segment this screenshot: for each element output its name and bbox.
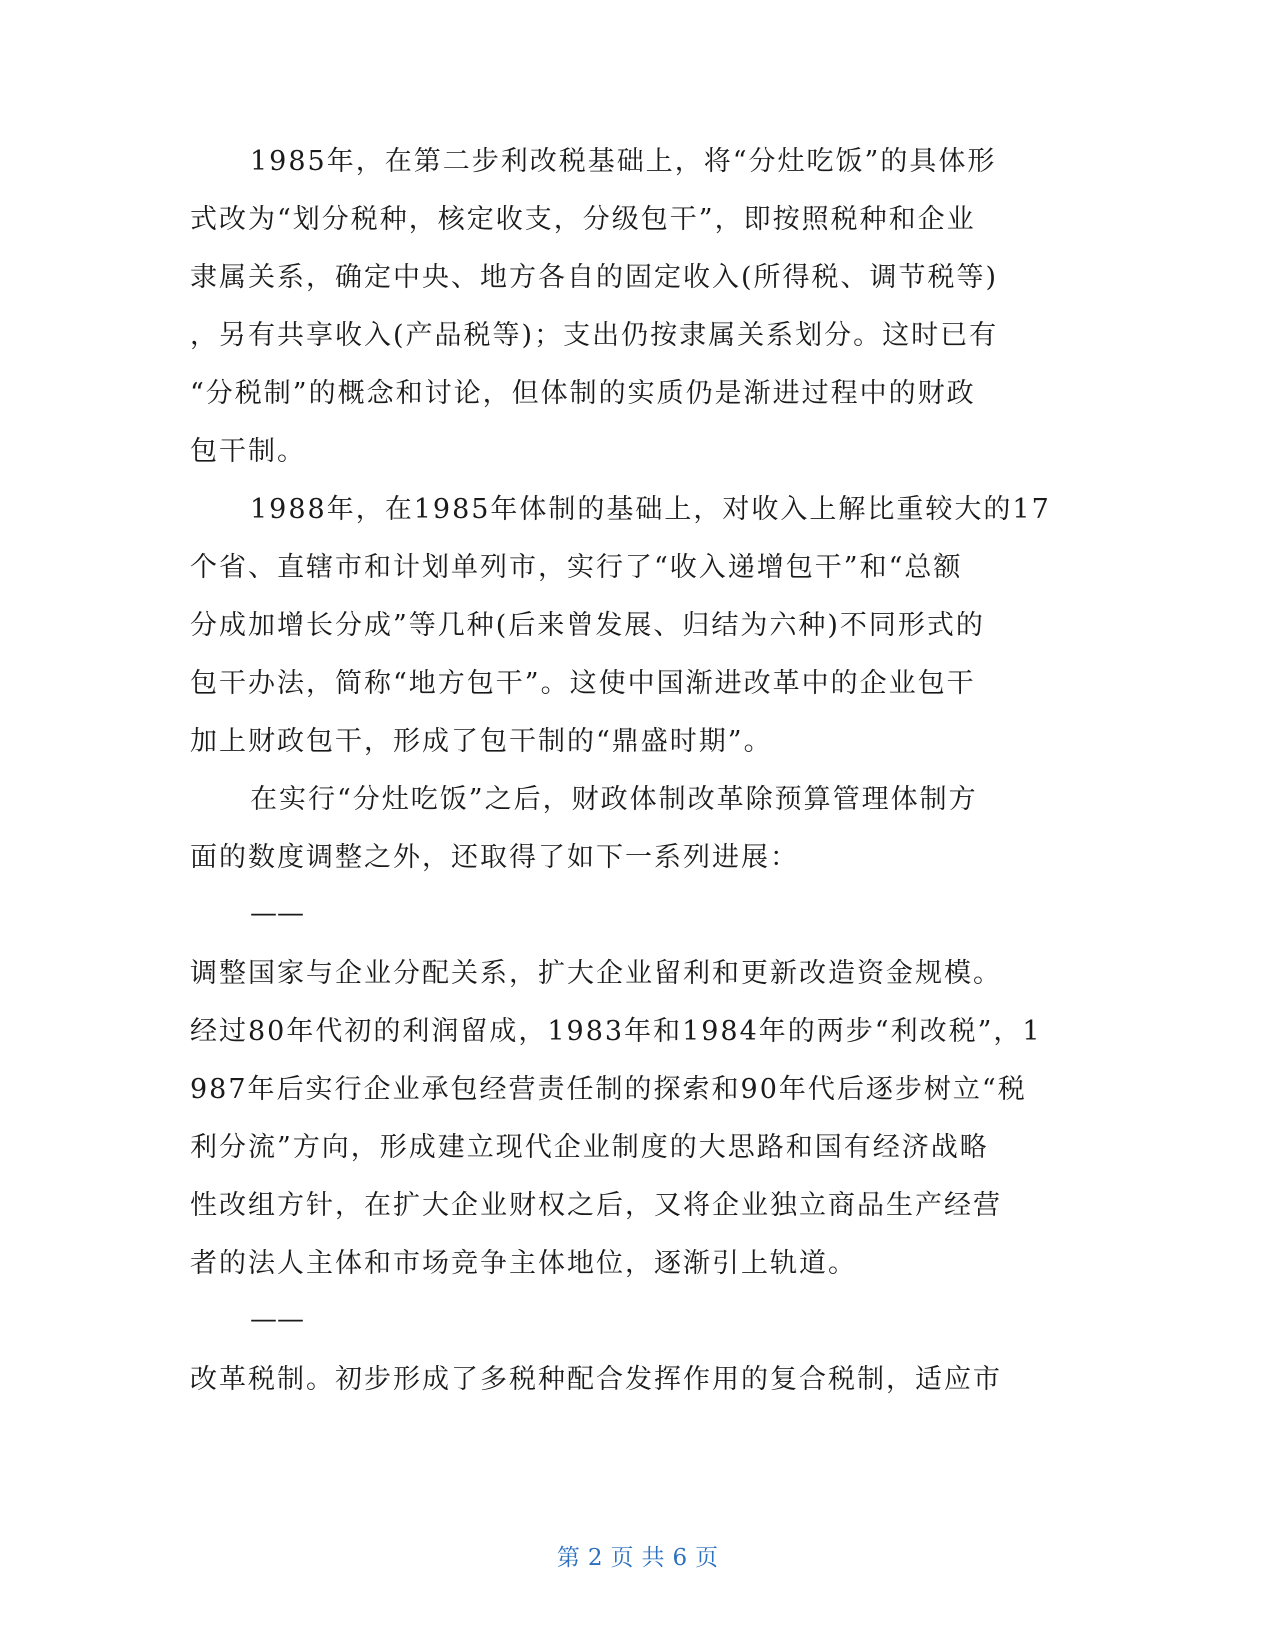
paragraph-1-line-3: 隶属关系，确定中央、地方各自的固定收入(所得税、调节税等) (190, 262, 999, 293)
paragraph-2-line-1: 1988年，在1985年体制的基础上，对收入上解比重较大的17 (250, 494, 1051, 525)
paragraph-4-line-4: 利分流”方向，形成建立现代企业制度的大思路和国有经济战略 (190, 1132, 989, 1163)
paragraph-1-line-1: 1985年，在第二步利改税基础上，将“分灶吃饭”的具体形 (250, 146, 997, 177)
paragraph-4-line-2: 经过80年代初的利润留成，1983年和1984年的两步“利改税”，1 (190, 1016, 1042, 1047)
paragraph-4-line-5: 性改组方针，在扩大企业财权之后，又将企业独立商品生产经营 (190, 1190, 1002, 1221)
footer-page-word: 页 (610, 1545, 634, 1571)
paragraph-2-line-5: 加上财政包干，形成了包干制的“鼎盛时期”。 (190, 726, 773, 757)
paragraph-3-line-1: 在实行“分灶吃饭”之后，财政体制改革除预算管理体制方 (250, 784, 978, 815)
list-dash-2: —— (250, 1304, 304, 1335)
paragraph-2-line-4: 包干办法，简称“地方包干”。这使中国渐进改革中的企业包干 (190, 668, 976, 699)
paragraph-2-line-2: 个省、直辖市和计划单列市，实行了“收入递增包干”和“总额 (190, 552, 963, 583)
paragraph-4-line-1: 调整国家与企业分配关系，扩大企业留利和更新改造资金规模。 (190, 958, 1002, 989)
paragraph-4-line-6: 者的法人主体和市场竞争主体地位，逐渐引上轨道。 (190, 1248, 857, 1279)
footer-total-pages: 6 (672, 1545, 688, 1571)
footer-suffix: 页 (695, 1545, 719, 1571)
paragraph-2-line-3: 分成加增长分成”等几种(后来曾发展、归结为六种)不同形式的 (190, 610, 985, 641)
paragraph-1-line-4: ，另有共享收入(产品税等)；支出仍按隶属关系划分。这时已有 (190, 320, 999, 351)
paragraph-5-line-1: 改革税制。初步形成了多税种配合发挥作用的复合税制，适应市 (190, 1364, 1002, 1395)
paragraph-1-line-6: 包干制。 (190, 436, 306, 467)
paragraph-1-line-2: 式改为“划分税种，核定收支，分级包干”，即按照税种和企业 (190, 204, 976, 235)
paragraph-3-line-2: 面的数度调整之外，还取得了如下一系列进展： (190, 842, 799, 873)
footer-prefix: 第 (556, 1545, 580, 1571)
footer-total-prefix: 共 (641, 1545, 665, 1571)
paragraph-4-line-3: 987年后实行企业承包经营责任制的探索和90年代后逐步树立“税 (190, 1074, 1027, 1105)
footer-current-page: 2 (587, 1545, 603, 1571)
page-footer (0, 1543, 1275, 1573)
paragraph-1-line-5: “分税制”的概念和讨论，但体制的实质仍是渐进过程中的财政 (190, 378, 976, 409)
list-dash-1: —— (250, 898, 304, 929)
